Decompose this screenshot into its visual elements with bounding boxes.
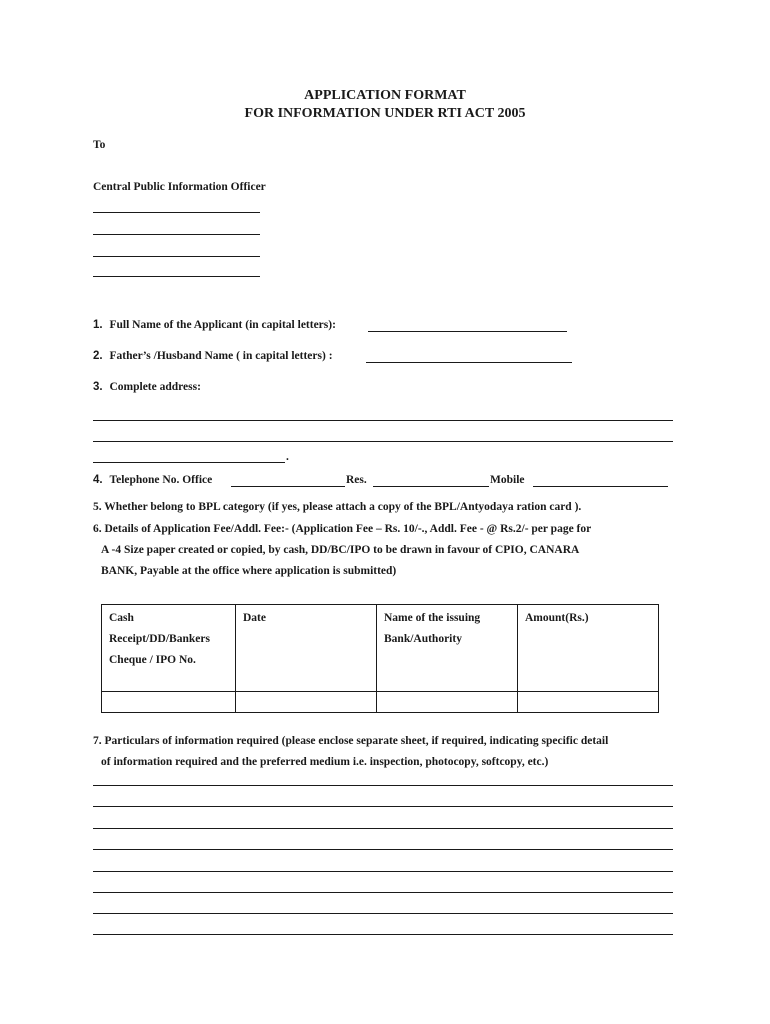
telephone-office-input-line[interactable]: [231, 486, 345, 487]
field-4-number: 4.: [93, 474, 103, 486]
field-1-number: 1.: [93, 319, 103, 331]
cash-header-line-3: Cheque / IPO No.: [109, 654, 196, 666]
field-3-label: Complete address:: [109, 381, 201, 393]
amount-header: Amount(Rs.): [525, 612, 589, 624]
field-fee-line-2: A -4 Size paper created or copied, by cash, DD/BC/IPO to be drawn in favour of CPIO, CANARA: [101, 544, 580, 556]
cash-header-line-2: Receipt/DD/Bankers: [109, 633, 210, 645]
particulars-input-line-7[interactable]: [93, 913, 673, 914]
cash-header-line-1: Cash: [109, 612, 134, 624]
fee-table-header-date: [236, 605, 377, 692]
telephone-office-label: Telephone No. Office: [109, 474, 213, 486]
telephone-mobile-input-line[interactable]: [533, 486, 668, 487]
particulars-input-line-6[interactable]: [93, 892, 673, 893]
telephone-mobile-label: Mobile: [490, 474, 525, 486]
address-input-line-3[interactable]: [93, 462, 285, 463]
fee-table-header-amount: [518, 605, 659, 692]
title-line-2: FOR INFORMATION UNDER RTI ACT 2005: [244, 106, 526, 121]
fee-table: [101, 604, 659, 713]
field-fee-line-1: 6. Details of Application Fee/Addl. Fee:- (Application Fee – Rs. 10/-., Addl. Fee - @ Rs.2/- per page for: [93, 523, 592, 535]
particulars-input-line-4[interactable]: [93, 849, 673, 850]
address-end-dot: .: [286, 451, 289, 463]
field-particulars-line-2: of information required and the preferred medium i.e. inspection, photocopy, softcopy, etc.): [101, 756, 549, 768]
field-2-number: 2.: [93, 350, 103, 362]
bank-header-line-2: Bank/Authority: [384, 633, 462, 645]
particulars-input-line-5[interactable]: [93, 871, 673, 872]
fee-table-header-cash: [102, 605, 236, 692]
field-full-name: [93, 319, 336, 331]
fee-entry-date-cell[interactable]: [236, 692, 377, 713]
particulars-input-line-2[interactable]: [93, 806, 673, 807]
field-fee-line-3: BANK, Payable at the office where application is submitted): [101, 565, 397, 577]
father-name-input-line[interactable]: [366, 362, 572, 363]
field-father-name: [93, 350, 333, 362]
particulars-input-line-1[interactable]: [93, 785, 673, 786]
fee-entry-cash-cell[interactable]: [102, 692, 236, 713]
telephone-res-input-line[interactable]: [373, 486, 489, 487]
address-input-line-2[interactable]: [93, 441, 673, 442]
date-header: Date: [243, 612, 266, 624]
to-label: To: [93, 139, 106, 151]
officer-address-line-4[interactable]: [93, 276, 260, 277]
officer-address-line-3[interactable]: [93, 256, 260, 257]
officer-address-line-1[interactable]: [93, 212, 260, 213]
field-2-label: Father’s /Husband Name ( in capital letters) :: [109, 350, 333, 362]
telephone-res-label: Res.: [346, 474, 367, 486]
fee-entry-bank-cell[interactable]: [377, 692, 518, 713]
address-input-line-1[interactable]: [93, 420, 673, 421]
bank-header-line-1: Name of the issuing: [384, 612, 481, 624]
particulars-input-line-3[interactable]: [93, 828, 673, 829]
fee-table-entry-row: [102, 692, 659, 713]
fee-table-header-bank: [377, 605, 518, 692]
field-particulars-line-1: 7. Particulars of information required (please enclose separate sheet, if required, indicating specific detail: [93, 735, 609, 747]
field-address: [93, 381, 201, 393]
field-1-label: Full Name of the Applicant (in capital letters):: [109, 319, 336, 331]
fee-table-header-row: [102, 605, 659, 692]
field-3-number: 3.: [93, 381, 103, 393]
officer-label: Central Public Information Officer: [93, 181, 266, 193]
full-name-input-line[interactable]: [368, 331, 567, 332]
field-bpl-category: 5. Whether belong to BPL category (if yes, please attach a copy of the BPL/Antyodaya ration card ).: [93, 501, 582, 513]
particulars-input-line-8[interactable]: [93, 934, 673, 935]
officer-address-line-2[interactable]: [93, 234, 260, 235]
fee-entry-amount-cell[interactable]: [518, 692, 659, 713]
field-telephone: [93, 474, 212, 486]
title-line-1: APPLICATION FORMAT: [304, 88, 466, 103]
